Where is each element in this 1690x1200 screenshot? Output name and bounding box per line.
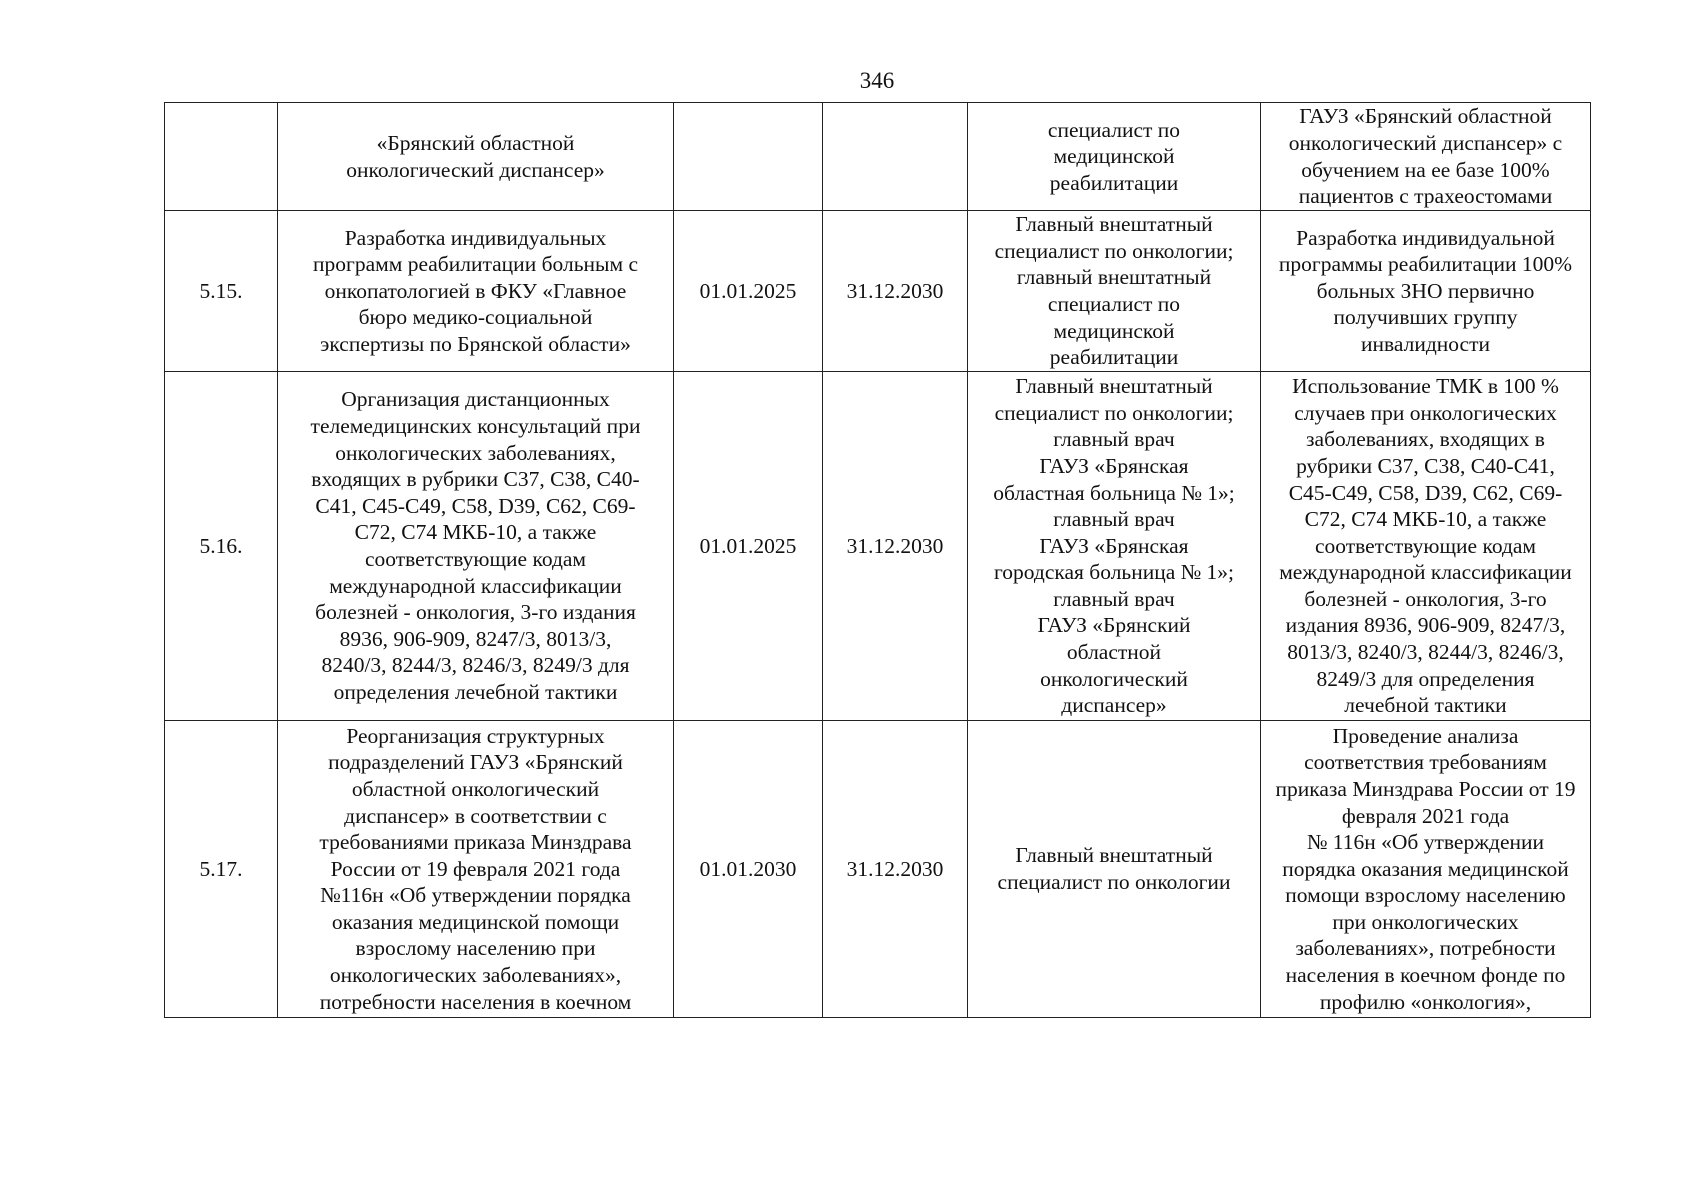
- responsible: Главный внештатный специалист по онкологии; главный врач ГАУЗ «Брянская областная больница № 1»; главный врач ГАУЗ «Брянская городская больница № 1»; главный врач ГАУЗ «Брянский областной онкологический диспансер»: [968, 372, 1261, 721]
- activity-title: Организация дистанционных телемедицинских консультаций при онкологических заболеваниях, входящих в рубрики С37, С38, С40- С41, С45-С49, С58, D39, С62, С69- С72, С74 МКБ-10, а также соответствующие кодам международной классификации болезней - онкология, 3-го издания 8936, 906-909, 8247/3, 8013/3, 8240/3, 8244/3, 8246/3, 8249/3 для определения лечебной тактики: [278, 372, 674, 721]
- table-row: [165, 103, 1591, 211]
- start-date: 01.01.2025: [674, 372, 823, 721]
- table-row: [165, 372, 1591, 721]
- activity-title: Разработка индивидуальных программ реабилитации больным с онкопатологией в ФКУ «Главное бюро медико-социальной экспертизы по Брянской области»: [278, 211, 674, 372]
- table-row: [165, 211, 1591, 372]
- row-number: 5.15.: [165, 211, 278, 372]
- start-date: 01.01.2030: [674, 721, 823, 1018]
- responsible: Главный внештатный специалист по онкологии; главный внештатный специалист по медицинской реабилитации: [968, 211, 1261, 372]
- row-number: 5.17.: [165, 721, 278, 1018]
- activity-title: «Брянский областной онкологический диспансер»: [278, 103, 674, 211]
- plan-table: [164, 102, 1591, 1018]
- row-number: 5.16.: [165, 372, 278, 721]
- page-number: 346: [859, 68, 895, 93]
- expected-result: Использование ТМК в 100 % случаев при онкологических заболеваниях, входящих в рубрики С37, С38, С40-С41, С45-С49, С58, D39, С62, С69- С72, С74 МКБ-10, а также соответствующие кодам международной классификации болезней - онкология, 3-го издания 8936, 906-909, 8247/3, 8013/3, 8240/3, 8244/3, 8246/3, 8249/3 для определения лечебной тактики: [1261, 372, 1591, 721]
- table-row: [165, 721, 1591, 1018]
- expected-result: Разработка индивидуальной программы реабилитации 100% больных ЗНО первично получивших группу инвалидности: [1261, 211, 1591, 372]
- end-date: 31.12.2030: [823, 211, 968, 372]
- responsible: специалист по медицинской реабилитации: [968, 103, 1261, 211]
- activity-title: Реорганизация структурных подразделений ГАУЗ «Брянский областной онкологический диспансер» в соответствии с требованиями приказа Минздрава России от 19 февраля 2021 года №116н «Об утверждении порядка оказания медицинской помощи взрослому населению при онкологических заболеваниях», потребности населения в коечном: [278, 721, 674, 1018]
- row-number: [165, 103, 278, 211]
- end-date: 31.12.2030: [823, 372, 968, 721]
- end-date: [823, 103, 968, 211]
- end-date: 31.12.2030: [823, 721, 968, 1018]
- expected-result: ГАУЗ «Брянский областной онкологический диспансер» с обучением на ее базе 100% пациентов с трахеостомами: [1261, 103, 1591, 211]
- start-date: [674, 103, 823, 211]
- expected-result: Проведение анализа соответствия требованиям приказа Минздрава России от 19 февраля 2021 года № 116н «Об утверждении порядка оказания медицинской помощи взрослому населению при онкологических заболеваниях», потребности населения в коечном фонде по профилю «онкология»,: [1261, 721, 1591, 1018]
- start-date: 01.01.2025: [674, 211, 823, 372]
- responsible: Главный внештатный специалист по онкологии: [968, 721, 1261, 1018]
